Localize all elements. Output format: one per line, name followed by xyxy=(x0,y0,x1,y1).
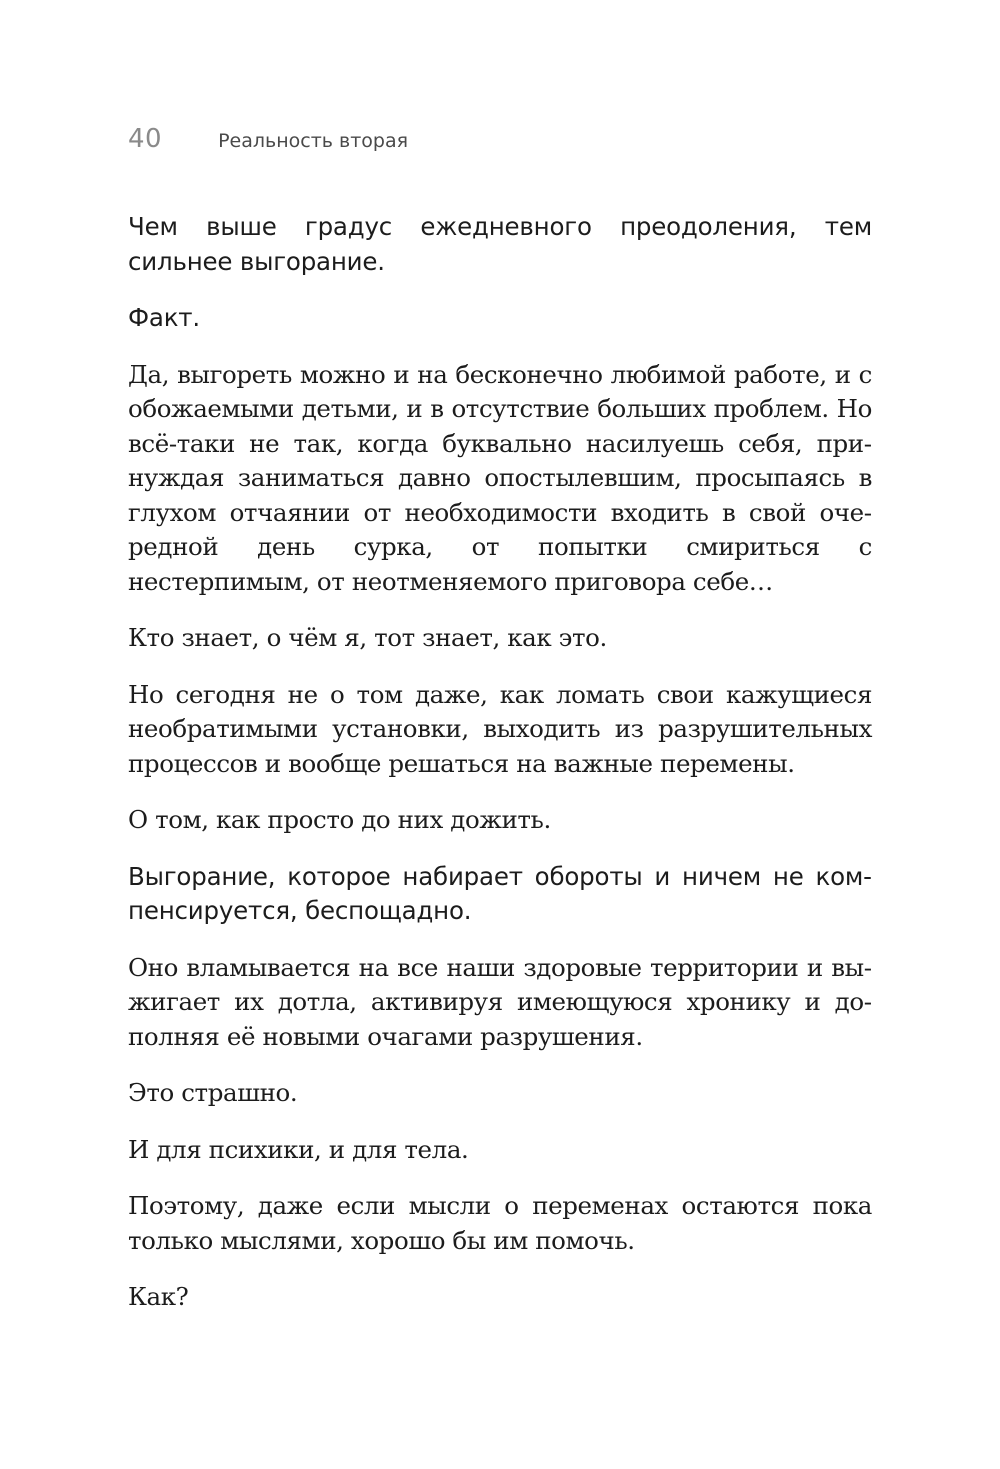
paragraph-5: Но сегодня не о том даже, как ломать свои кажущиеся необратимыми установки, выходить из разрушительных процессов и вообще решаться на важные перемены. xyxy=(128,679,872,778)
paragraph-1: Чем выше градус ежедневного преодоления, тем сильнее выгорание. xyxy=(128,212,872,276)
paragraph-6: О том, как просто до них дожить. xyxy=(128,805,551,834)
running-header xyxy=(128,124,408,160)
paragraph-2: Факт. xyxy=(128,303,200,332)
paragraph-9: Это страшно. xyxy=(128,1078,298,1107)
body-text xyxy=(128,210,872,1337)
paragraph-12: Как? xyxy=(128,1282,189,1311)
paragraph-4: Кто знает, о чём я, тот знает, как это. xyxy=(128,623,607,652)
section-title: Реальность вторая xyxy=(218,130,409,152)
paragraph-11: Поэтому, даже если мысли о переменах остаются пока только мыслями, хорошо бы им помочь. xyxy=(128,1191,872,1255)
paragraph-7: Выгорание, которое набирает обороты и ничем не компенсируется, беспощадно. xyxy=(128,861,872,925)
page-number: 40 xyxy=(128,124,163,154)
paragraph-10: И для психики, и для тела. xyxy=(128,1134,469,1164)
paragraph-3: Да, выгореть можно и на бесконечно любимой работе, и с обожаемыми детьми, и в отсутствие больших проблем. Но всё-таки не так, когда буквально насилуешь себя, принуждая заниматься давно опостылевшим, просыпаясь в глухом отчаянии от необходимости входить в свой очередной день сурка, от попытки смириться с нестерпимым, от неотменяемого приговора себе… xyxy=(128,359,872,596)
paragraph-8: Оно вламывается на все наши здоровые территории и выжигает их дотла, активируя имеющуюся хронику и дополняя её новыми очагами разрушения. xyxy=(128,952,872,1051)
